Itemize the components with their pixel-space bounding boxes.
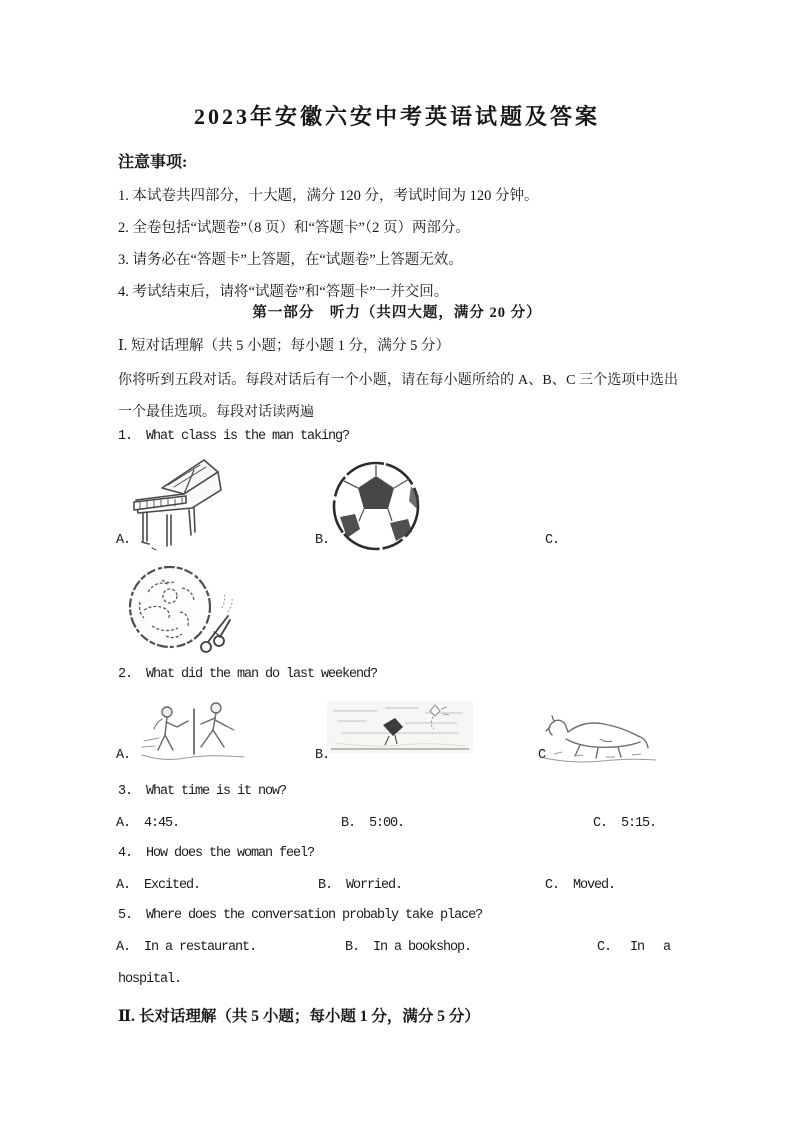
q4-option-a: A. Excited. [116, 878, 201, 893]
page-title: 2023年安徽六安中考英语试题及答案 [193, 104, 600, 129]
question-2-text: 2. What did the man do last weekend? [118, 667, 378, 682]
section2-heading: Ⅱ. 长对话理解（共 5 小题；每小题 1 分，满分 5 分） [118, 1008, 480, 1025]
part1-heading: 第一部分 听力（共四大题，满分 20 分） [252, 305, 542, 321]
q3-option-a: A. 4:45. [116, 816, 180, 831]
section1-heading: Ⅰ. 短对话理解（共 5 小题；每小题 1 分，满分 5 分） [118, 338, 450, 354]
q4-option-c: C. Moved. [545, 878, 616, 893]
note-item-4: 4. 考试结束后，请将“试题卷”和“答题卡”一并交回。 [118, 284, 449, 300]
listening-intro-line1: 你将听到五段对话。每段对话后有一个小题，请在每小题所给的 A、B、C 三个选项中选出 [118, 373, 678, 388]
q5-option-a: A. In a restaurant. [116, 940, 257, 955]
children-playing-image [138, 697, 248, 767]
kite-flying-field-image [325, 699, 475, 761]
soccer-ball-image [330, 461, 422, 551]
q2-option-label-a: A. [116, 748, 131, 763]
q3-option-b: B. 5:00. [341, 816, 405, 831]
question-1-text: 1. What class is the man taking? [118, 429, 350, 444]
note-item-3: 3. 请务必在“答题卡”上答题，在“试题卷”上答题无效。 [118, 252, 463, 268]
question-3-text: 3. What time is it now? [118, 784, 287, 799]
question-5-text: 5. Where does the conversation probably take place? [118, 908, 483, 923]
q2-option-label-b: B. [315, 748, 330, 763]
q4-option-b: B. Worried. [318, 878, 403, 893]
notes-heading: 注意事项: [118, 154, 188, 171]
q2-option-label-c: C [538, 748, 546, 763]
q3-option-c: C. 5:15. [593, 816, 657, 831]
q1-option-label-a: A. [116, 533, 131, 548]
note-item-1: 1. 本试卷共四部分，十大题，满分 120 分，考试时间为 120 分钟。 [118, 188, 539, 204]
grand-piano-image [122, 452, 234, 552]
q5-option-c: C. In a [597, 940, 671, 955]
q5-option-b: B. In a bookshop. [345, 940, 472, 955]
q1-option-label-c: C. [545, 533, 560, 548]
note-item-2: 2. 全卷包括“试题卷”（8 页）和“答题卡”（2 页）两部分。 [118, 220, 470, 236]
q5-option-c-continuation: hospital. [118, 972, 182, 987]
paper-cutting-image [118, 560, 236, 660]
horse-resting-image [540, 703, 660, 765]
question-4-text: 4. How does the woman feel? [118, 846, 315, 861]
q1-option-label-b: B. [315, 533, 330, 548]
listening-intro-line2: 一个最佳选项。每段对话读两遍 [118, 405, 314, 420]
